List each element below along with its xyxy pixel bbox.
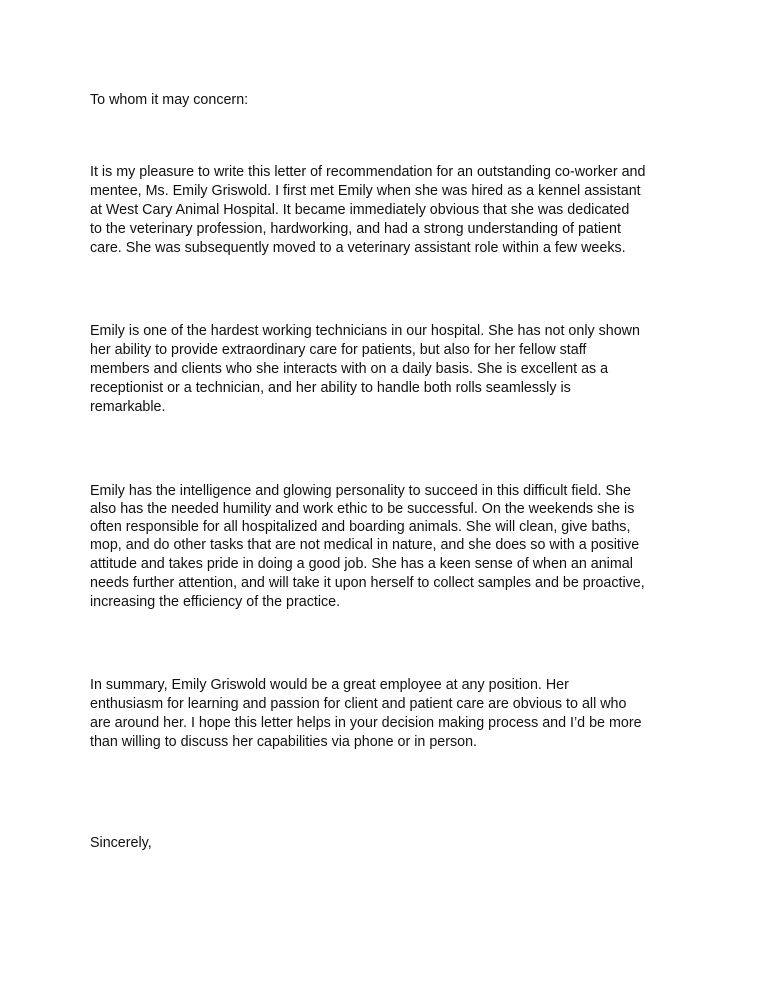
paragraph-line: at West Cary Animal Hospital. It became immediately obvious that she was dedicated (90, 202, 630, 218)
paragraph-line: attitude and takes pride in doing a good job. She has a keen sense of when an animal (90, 556, 633, 572)
closing: Sincerely, (90, 835, 152, 851)
paragraph-line: are around her. I hope this letter helps in your decision making process and I’d be more (90, 715, 642, 731)
paragraph-line: to the veterinary profession, hardworking, and had a strong understanding of patient (90, 221, 621, 237)
paragraph-line: Emily has the intelligence and glowing personality to succeed in this difficult field. She (90, 483, 631, 499)
paragraph-line: increasing the efficiency of the practice. (90, 594, 341, 610)
paragraph-line: than willing to discuss her capabilities via phone or in person. (90, 734, 478, 750)
paragraph-line: her ability to provide extraordinary care for patients, but also for her fellow staff (90, 342, 587, 358)
paragraph-line: In summary, Emily Griswold would be a great employee at any position. Her (90, 677, 569, 693)
paragraph-line: receptionist or a technician, and her ability to handle both rolls seamlessly is (90, 380, 571, 396)
paragraph-line: mop, and do other tasks that are not medical in nature, and she does so with a positive (90, 537, 640, 553)
paragraph-line: remarkable. (90, 399, 166, 415)
paragraph-line: enthusiasm for learning and passion for client and patient care are obvious to all who (90, 696, 627, 712)
paragraph-line: needs further attention, and will take it upon herself to collect samples and be proactive, (90, 575, 645, 591)
paragraph-line: also has the needed humility and work ethic to be successful. On the weekends she is (90, 501, 635, 517)
paragraph-line: Emily is one of the hardest working technicians in our hospital. She has not only shown (90, 323, 640, 339)
salutation: To whom it may concern: (90, 92, 249, 108)
paragraph-line: care. She was subsequently moved to a veterinary assistant role within a few weeks. (90, 240, 626, 256)
paragraph-line: members and clients who she interacts with on a daily basis. She is excellent as a (90, 361, 609, 377)
paragraph-line: often responsible for all hospitalized and boarding animals. She will clean, give baths, (90, 519, 631, 535)
paragraph-line: It is my pleasure to write this letter of recommendation for an outstanding co-worker and (90, 164, 646, 180)
paragraph-line: mentee, Ms. Emily Griswold. I first met Emily when she was hired as a kennel assistant (90, 183, 641, 199)
